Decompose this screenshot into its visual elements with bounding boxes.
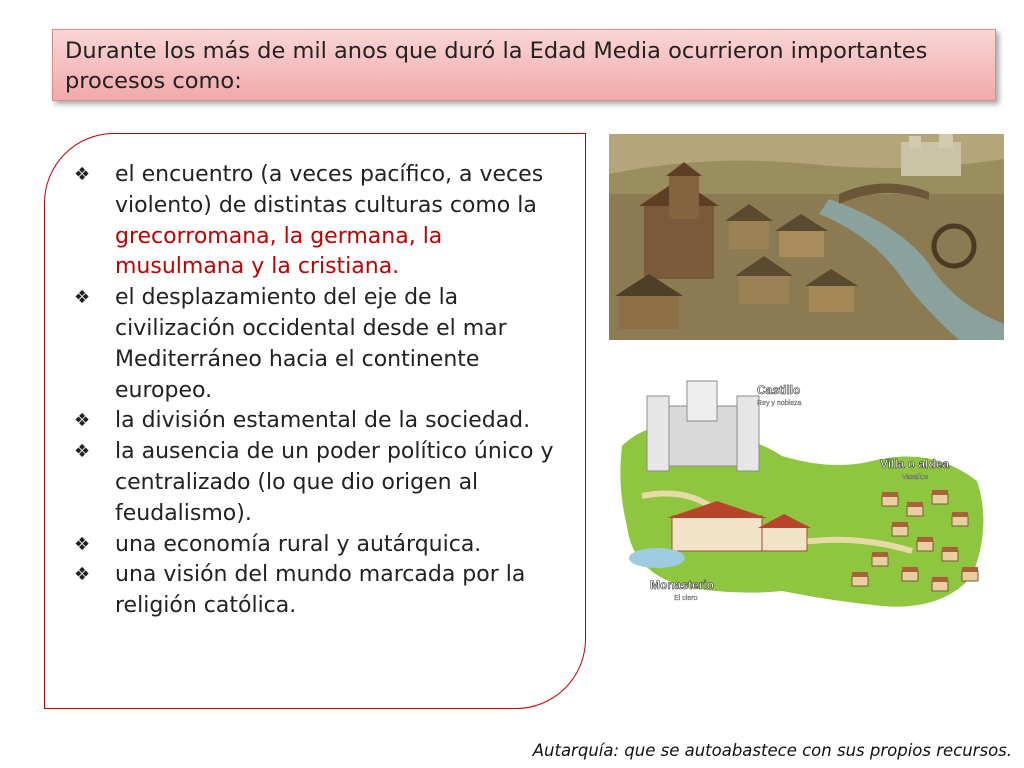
- bullet-item: [72, 530, 572, 561]
- map-label-monasterio: Monasterio: [650, 578, 715, 592]
- diamond-bullet-icon: ❖: [74, 287, 91, 309]
- diamond-bullet-icon: ❖: [74, 564, 91, 586]
- map-label-villa: Villa o aldea: [880, 457, 950, 471]
- map-label-castillo: Castillo: [757, 383, 801, 397]
- bullet-item: [72, 406, 572, 437]
- bullet-text: el desplazamiento del eje de la civilización occidental desde el mar Mediterráneo hacia el continente europeo.: [115, 285, 507, 403]
- bullet-list: [72, 160, 572, 622]
- bullet-text: una economía rural y autárquica.: [115, 531, 482, 557]
- bullet-text: la división estamental de la sociedad.: [115, 408, 531, 434]
- medieval-town-image: [609, 134, 1004, 340]
- diamond-bullet-icon: ❖: [74, 533, 91, 555]
- feudal-map-image: [612, 376, 992, 620]
- footnote: Autarquía: que se autoabastece con sus propios recursos.: [532, 741, 1012, 760]
- bullet-item: [72, 283, 572, 406]
- bullet-text: el encuentro (a veces pacífico, a veces violento) de distintas culturas como la: [115, 162, 544, 218]
- diamond-bullet-icon: ❖: [74, 441, 91, 463]
- bullet-item: [72, 437, 572, 529]
- slide-title: [52, 29, 996, 101]
- bullet-highlight: grecorromana, la germana, la musulmana y la cristiana.: [115, 223, 443, 280]
- map-sublabel-monasterio: El clero: [674, 595, 698, 602]
- bullet-text: una visión del mundo marcada por la religión católica.: [115, 562, 526, 619]
- bullet-text: la ausencia de un poder político único y centralizado (lo que dio origen al feudalismo).: [115, 439, 554, 526]
- map-sublabel-villa: Vasallos: [902, 474, 928, 481]
- bullet-item: [72, 160, 572, 283]
- map-sublabel-castillo: Rey y nobleza: [757, 400, 802, 407]
- feudal-map-illustration: [612, 376, 992, 620]
- medieval-town-illustration: [609, 134, 1004, 340]
- diamond-bullet-icon: ❖: [74, 164, 91, 185]
- diamond-bullet-icon: ❖: [74, 410, 91, 432]
- slide-title-text: Durante los más de mil anos que duró la Edad Media ocurrieron importantes procesos como:: [65, 38, 928, 94]
- bullet-item: [72, 560, 572, 622]
